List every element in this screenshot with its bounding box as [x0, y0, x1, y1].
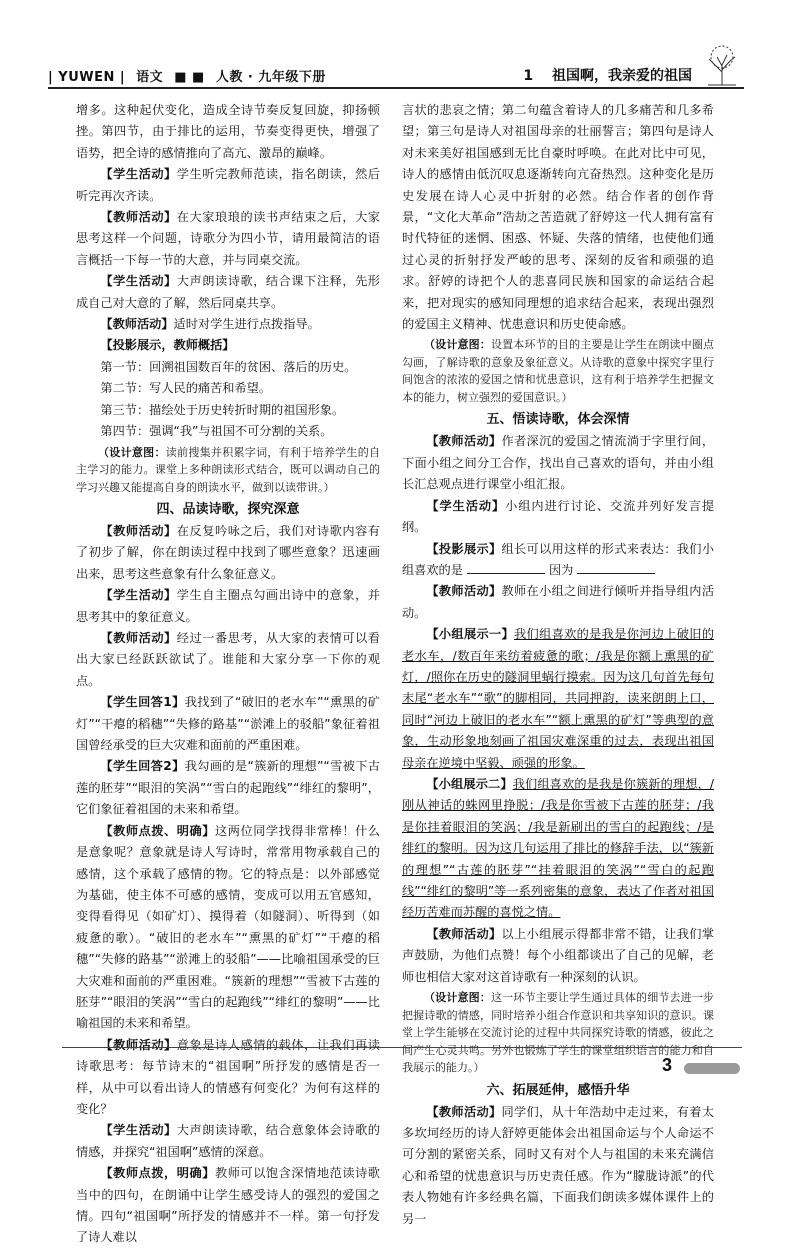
role-label: 【学生回答2】 — [100, 759, 185, 774]
role-label: 【教师活动】 — [426, 1104, 502, 1119]
paragraph-text: 作者深沉的爱国之情流淌于字里行间，下面小组之间分工合作，找出自己喜欢的语句，并由小组长汇总观点进行课堂小组汇报。 — [402, 434, 715, 492]
brand-label: | YUWEN | — [48, 70, 126, 85]
note-text: 设置本环节的目的主要是让学生在朗读中圈点勾画，了解诗歌的意象及象征意义。从诗歌的意象中探究字里行间饱含的浓浓的爱国之情和忧患意识，这有利于培养学生把握文本的能力，树立强烈的爱国意识。） — [402, 338, 715, 404]
paragraph-text: 我们组喜欢的是我是你河边上破旧的老水车，/数百年来纺着疲惫的歌；/我是你额上熏黑的矿灯，/照你在历史的隧洞里蜗行摸索。因为这几句首先每句末尾“老水车”“歌”的脚相同，共同押韵，读来朗朗上口，同时“河边上破旧的老水车”“额上熏黑的矿灯”等典型的意象，生动形象地刻画了祖国灾难深重的过去，表现出祖国母亲在逆境中坚毅、顽强的形象。 — [402, 627, 715, 770]
paragraph — [76, 1120, 380, 1163]
role-label: 【教师点拨、明确】 — [100, 823, 215, 838]
note-head: （设计意图： — [98, 445, 166, 459]
paragraph-text: 以上小组展示得都非常不错，让我们掌声鼓励，为他们点赞！每个小组都谈出了自己的见解，老师也相信大家对这首诗歌有一种深刻的认识。 — [402, 926, 715, 984]
edition-label: 人教 · 九年级下册 — [215, 70, 326, 85]
paragraph-text: 大声朗读诗歌，结合课下注释，先形成自己对大意的了解，然后同桌共享。 — [76, 274, 380, 310]
paragraph — [402, 624, 714, 774]
paragraph — [76, 821, 380, 1035]
role-label: 【小组展示二】 — [426, 776, 513, 791]
note-text: 读前搜集并积累字词，有利于培养学生的自主学习的能力。课堂上多种朗读形式结合，既可以调动自己的学习兴趣又能提高自身的朗读水平，做到以读带讲。） — [76, 445, 380, 494]
section-heading: 五、悟读诗歌，体会深情 — [486, 412, 630, 428]
tree-icon — [700, 42, 744, 86]
paragraph — [76, 271, 380, 314]
lesson-title: 祖国啊，我亲爱的祖国 — [552, 68, 692, 84]
paragraph — [76, 692, 380, 756]
role-label: 【学生活动】 — [426, 498, 506, 513]
role-label: 【教师活动】 — [100, 317, 174, 332]
note-text: 这一环节主要让学生通过具体的细节去进一步把握诗歌的情感，同时培养小组合作意识和共享知识的意识。课堂上学生能够在交流讨论的过程中共同探究诗歌的情感，彼此之间产生心灵共鸣。另外也锻炼了学生的课堂组织语言的能力和自我展示的能力。） — [402, 991, 715, 1075]
role-label: 【小组展示一】 — [426, 627, 515, 642]
paragraph-text: 学生听完教师范读，指名朗读，然后听完再次齐读。 — [76, 167, 380, 203]
role-label: 【学生活动】 — [100, 588, 177, 603]
paragraph-text: 教师在小组之间进行倾听并指导组内活动。 — [402, 584, 715, 620]
role-label: 【教师活动】 — [100, 631, 177, 646]
role-label: 【教师活动】 — [426, 434, 502, 449]
paragraph-text: 这两位同学找得非常棒！什么是意象呢？意象就是诗人写诗时，常常用物承载自己的感情，这个承载了感情的物。它的特点是：以外部感觉为基础，使主体不可感的感情，变成可以用五官感知，变得看得见（如矿灯）、摸得着（如隧洞）、听得到（如疲惫的歌）。“破旧的老水车”“熏黑的矿灯”“干瘪的稻穗”“失修的路基”“淤滩上的驳船”——比喻祖国承受的巨大灾难和面前的严重困难。“簇新的理想”“雪被下古莲的胚芽”“眼泪的笑涡”“雪白的起跑线”“绯红的黎明”——比喻祖国的未来和希望。 — [76, 823, 380, 1031]
summary-line: 第一节：回溯祖国数百年的贫困、落后的历史。 — [100, 359, 357, 374]
design-note — [402, 336, 714, 406]
paragraph — [76, 628, 380, 692]
paragraph-text: 组长可以用这样的形式来表达：我们小组喜欢的是 — [402, 541, 715, 577]
subject-label: 语文 — [136, 70, 164, 85]
role-label: 【学生活动】 — [100, 167, 177, 182]
role-label: 【教师活动】 — [426, 926, 502, 941]
paragraph-text: 大声朗读诗歌，结合意象体会诗歌的情感，并探究“祖国啊”感情的深意。 — [76, 1123, 380, 1159]
note-head: （设计意图： — [424, 991, 491, 1005]
design-note — [76, 444, 380, 497]
role-label: 【学生回答1】 — [100, 695, 185, 710]
paragraph-text: 在反复吟咏之后，我们对诗歌内容有了初步了解，你在朗读过程中找到了哪些意象？迅速画出来，思考这些意象有什么象征意义。 — [76, 524, 380, 581]
paragraph-text: 意象是诗人感情的载体，让我们再读诗歌思考：每节诗末的“祖国啊”所抒发的感情是否一样，从中可以看出诗人的情感有何变化？为何有这样的变化？ — [76, 1037, 380, 1116]
paragraph — [76, 1163, 380, 1249]
fill-blank — [467, 561, 545, 574]
section-heading: 四、品读诗歌，探究深意 — [156, 502, 300, 517]
paragraph-text: 在大家琅琅的读书声结束之后，大家思考这样一个问题，诗歌分为四小节，请用最简洁的语言概括一下每一节的大意，并与同桌交流。 — [76, 210, 380, 267]
paragraph-text: 适时对学生进行点拨指导。 — [173, 317, 320, 332]
page-footer — [62, 1047, 742, 1087]
role-label: 【教师活动】 — [426, 584, 502, 599]
role-label: 【学生活动】 — [100, 274, 177, 289]
page-number: 3 — [661, 1055, 672, 1075]
paragraph-text: 同学们，从十年浩劫中走过来，有着太多坎坷经历的诗人舒婷更能体会出祖国命运与个人命运不可分割的紧密关系，同时又有对个人与祖国的未来充满信心和希望的忧患意识与历史责任感。作为“朦胧诗派”的代表人物她有许多经典名篇，下面我们朗读多媒体课件上的另一 — [402, 1104, 715, 1226]
header-left — [48, 66, 332, 85]
role-label: 【教师点拨，明确】 — [100, 1166, 215, 1181]
paragraph-text: 因为 — [548, 562, 574, 577]
paragraph — [76, 164, 380, 207]
paragraph — [76, 585, 380, 628]
footer-rule — [62, 1047, 742, 1048]
summary-line: 第三节：描绘处于历史转折时期的祖国形象。 — [100, 402, 345, 417]
role-label: 【教师活动】 — [100, 524, 177, 538]
role-label: 【教师活动】 — [100, 1037, 177, 1052]
paragraph — [402, 1102, 714, 1230]
paragraph-text: 我勾画的是“簇新的理想”“雪被下古莲的胚芽”“眼泪的笑涡”“雪白的起跑线”“绯红的黎明”，它们象征着祖国的未来和希望。 — [76, 759, 380, 817]
section-heading: 六、拓展延伸，感悟升华 — [486, 1082, 630, 1098]
role-label: 【教师活动】 — [100, 210, 177, 225]
projection-label: 【投影展示，教师概括】 — [100, 338, 235, 353]
paragraph-text: 我们组喜欢的是我是你簇新的理想，/刚从神话的蛛网里挣脱；/我是你雪被下古莲的胚芽；/我是你挂着眼泪的笑涡；/我是新刷出的雪白的起跑线；/是绯红的黎明。因为这几句运用了排比的修辞手法，以“簇新的理想”“古莲的胚芽”“挂着眼泪的笑涡”“雪白的起跑线”“绯红的黎明”等一系列密集的意象，表达了作者对祖国经历苦难而苏醒的喜悦之情。 — [402, 776, 715, 920]
paragraph-text: 经过一番思考，从大家的表情可以看出大家已经跃跃欲试了。谁能和大家分享一下你的观点。 — [76, 631, 380, 688]
paragraph — [76, 756, 380, 820]
note-head: （设计意图： — [424, 338, 491, 352]
paragraph — [402, 581, 714, 624]
paragraph — [402, 431, 714, 495]
paragraph — [402, 539, 714, 582]
paragraph: 言状的悲哀之情；第二句蕴含着诗人的几多痛苦和几多希望；第三句是诗人对祖国母亲的壮丽誓言；第四句是诗人对未来美好祖国感到无比自豪时呼唤。在此对比中可见，诗人的感情由低沉叹息逐渐转向亢奋热烈。这种变化是历史发展在诗人心灵中折射的必然。结合作者的创作背景，“文化大革命”浩劫之苦造就了舒婷这一代人拥有富有时代特征的迷惘、困惑、怀疑、失落的情绪，也使他们通过心灵的折射抒发严峻的思考、深刻的反省和顽强的追求。舒婷的诗把个人的悲喜同民族和国家的命运结合起来，把对现实的感知同理想的追求结合起来，表现出强烈的爱国主义精神、忧患意识和历史使命感。 — [402, 103, 714, 332]
page-tab — [684, 1063, 740, 1074]
lesson-number: 1 — [523, 68, 534, 84]
paragraph — [76, 314, 380, 335]
paragraph — [402, 924, 714, 988]
page-header — [48, 42, 744, 85]
header-dots: ■ ■ — [174, 70, 205, 85]
paragraph: 增多。这种起伏变化，造成全诗节奏反复回旋，抑扬顿挫。第四节，由于排比的运用，节奏变得更快，增强了语势，把全诗的感情推向了高亢、激昂的巅峰。 — [76, 103, 380, 160]
role-label: 【投影展示】 — [426, 541, 502, 556]
paragraph — [76, 521, 380, 585]
fill-blank — [577, 561, 655, 574]
role-label: 【学生活动】 — [100, 1123, 177, 1138]
paragraph — [76, 207, 380, 271]
paragraph-text: 我找到了“破旧的老水车”“熏黑的矿灯”“干瘪的稻穗”“失修的路基”“淤滩上的驳船”象征着祖国曾经承受的巨大灾难和面前的严重困难。 — [76, 695, 380, 753]
paragraph — [402, 774, 714, 924]
summary-line: 第二节：写人民的痛苦和希望。 — [100, 381, 272, 396]
summary-line: 第四节：强调“我”与祖国不可分割的关系。 — [100, 424, 333, 439]
header-right — [523, 65, 692, 85]
paragraph-text: 学生自主圈点勾画出诗中的意象，并思考其中的象征意义。 — [76, 588, 380, 624]
header-rule — [48, 87, 744, 89]
paragraph-text: 教师可以饱含深情地范读诗歌当中的四句，在朗诵中让学生感受诗人的强烈的爱国之情。四句“祖国啊”所抒发的情感并不一样。第一句抒发了诗人难以 — [76, 1166, 380, 1245]
paragraph-text: 小组内进行讨论、交流并列好发言提纲。 — [402, 498, 715, 535]
paragraph — [402, 496, 714, 539]
